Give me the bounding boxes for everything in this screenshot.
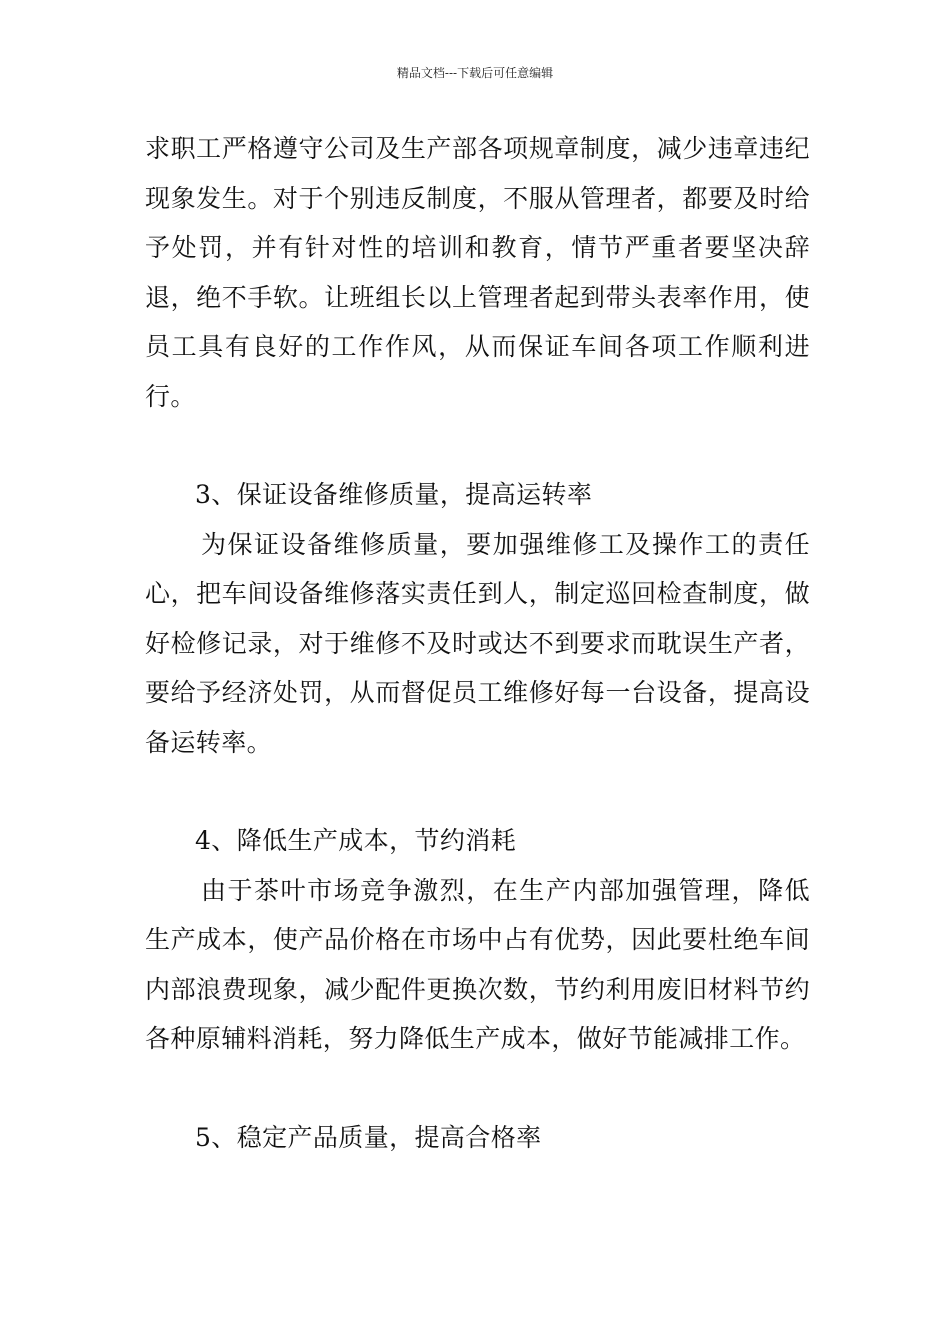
paragraph-equipment-maintenance: 为保证设备维修质量，要加强维修工及操作工的责任心，把车间设备维修落实责任到人，制定巡回检查制度，做好检修记录，对于维修不及时或达不到要求而耽误生产者，要给予经济处罚，从而督促员工维修好每一台设备，提高设备运转率。 (145, 529, 810, 757)
section-gap (145, 421, 810, 470)
page-header: 精品文档---下载后可任意编辑 (396, 66, 554, 80)
section-heading-4: 4、降低生产成本，节约消耗 (195, 826, 517, 855)
document-body (145, 124, 810, 1162)
paragraph-cost-reduction: 由于茶叶市场竞争激烈，在生产内部加强管理，降低生产成本，使产品价格在市场中占有优势，因此要杜绝车间内部浪费现象，减少配件更换次数，节约利用废旧材料节约各种原辅料消耗，努力降低生产成本，做好节能减排工作。 (145, 875, 810, 1053)
section-heading-5: 5、稳定产品质量，提高合格率 (195, 1122, 542, 1152)
section-heading-3: 3、保证设备维修质量，提高运转率 (195, 480, 593, 509)
section-gap (145, 1064, 810, 1113)
paragraph-continuation: 求职工严格遵守公司及生产部各项规章制度，减少违章违纪现象发生。对于个别违反制度，不服从管理者，都要及时给予处罚，并有针对性的培训和教育，情节严重者要坚决辞退，绝不手软。让班组长以上管理者起到带头表率作用，使员工具有良好的工作作风，从而保证车间各项工作顺利进行。 (145, 134, 810, 411)
section-gap (145, 767, 810, 816)
